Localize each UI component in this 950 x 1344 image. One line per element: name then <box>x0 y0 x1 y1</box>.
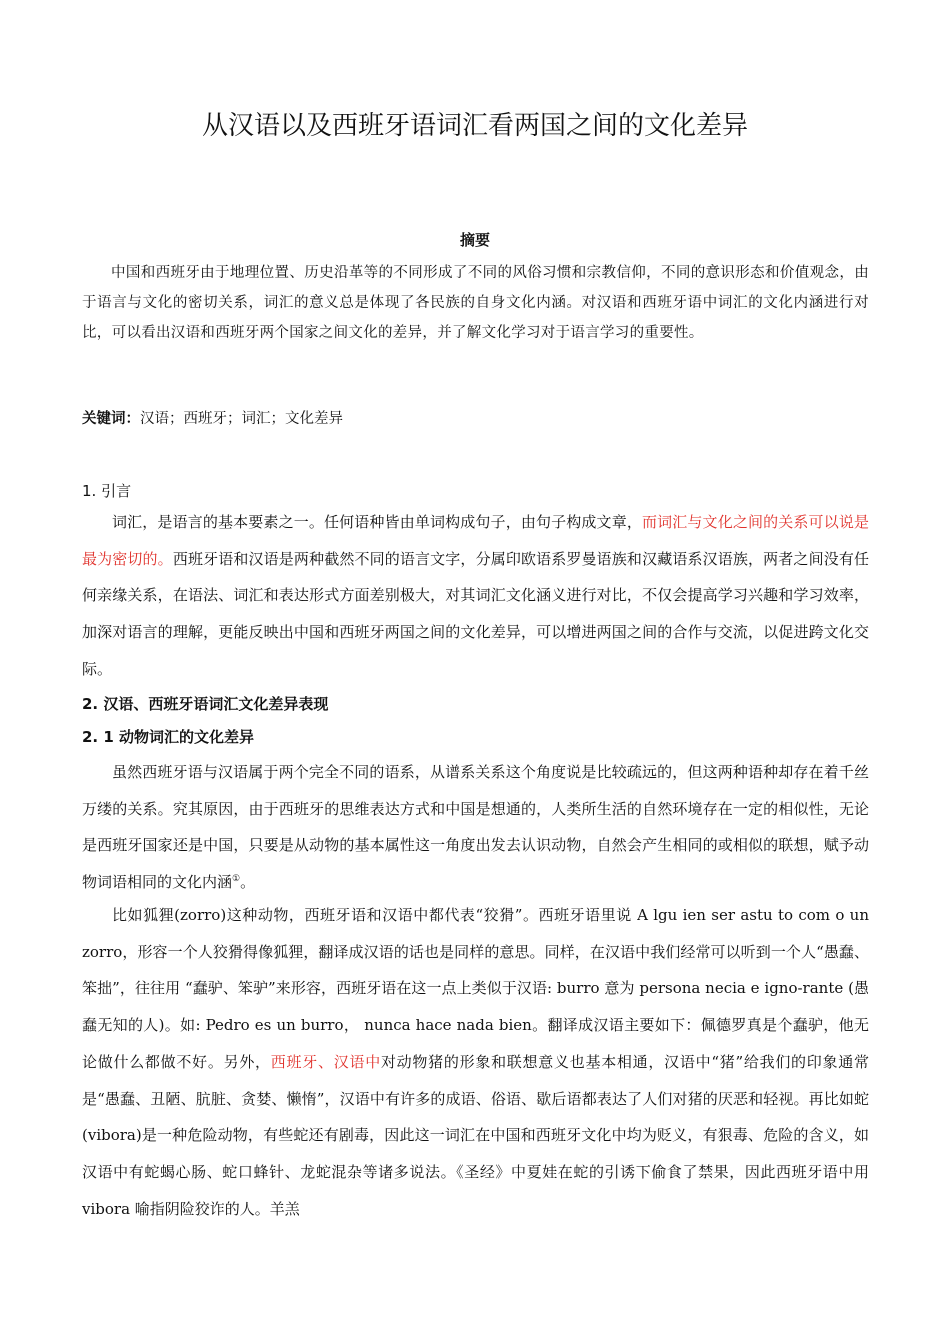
section-2-paragraph-2 <box>82 897 869 1227</box>
abstract-heading: 摘要 <box>459 231 490 249</box>
section-2-p2-highlight: 西班牙、汉语中 <box>270 1052 381 1071</box>
section-2-paragraph-1 <box>82 754 869 901</box>
section-2-heading: 2. 汉语、西班牙语词汇文化差异表现 <box>82 695 329 713</box>
section-1-text-a: 词汇，是语言的基本要素之一。任何语种皆由单词构成句子，由句子构成文章， <box>112 513 642 531</box>
section-2-p1-text: 虽然西班牙语与汉语属于两个完全不同的语系，从谱系关系这个角度说是比较疏远的，但这两种语种却存在着千丝万缕的关系。究其原因，由于西班牙的思维表达方式和中国是想通的，人类所生活的自然环境存在一定的相似性，无论是西班牙国家还是中国，只要是从动物的基本属性这一角度出发去认识动物，自然会产生相同的或相似的联想，赋予动物词语相同的文化内涵 <box>82 763 869 892</box>
section-2-p1-end: 。 <box>240 873 256 892</box>
keywords-value: 汉语；西班牙；词汇；文化差异 <box>140 411 343 427</box>
keywords-line <box>82 406 869 432</box>
section-2-p2-text-b: 对动物猪的形象和联想意义也基本相通，汉语中“猪”给我们的印象通常是“愚蠢、丑陋、肮脏、贪婪、懒惰”，汉语中有许多的成语、俗语、歇后语都表达了人们对猪的厌恶和轻视。再比如蛇(vibora)是一种危险动物，有些蛇还有剧毒，因此这一词汇在中国和西班牙文化中均为贬义，有狠毒、危险的含义，如汉语中有蛇蝎心肠、蛇口蜂针、龙蛇混杂等诸多说法。《圣经》中夏娃在蛇的引诱下偷食了禁果，因此西班牙语中用 vibora 喻指阴险狡诈的人。羊羔 <box>82 1052 869 1218</box>
section-2-p2-text-a: 比如狐狸(zorro)这种动物，西班牙语和汉语中都代表“狡猾”。西班牙语里说 A lgu ien ser astu to com o un zorro，形容一个人狡猾得像狐狸，翻译成汉语的话也是同样的意思。同样，在汉语中我们经常可以听到一个人“愚蠢、笨拙”，往往用 “蠢驴、笨驴”来形容，西班牙语在这一点上类似于汉语: burro 意为 persona necia e igno-rante (愚蠢无知的人)。如: Pedro es un burro， nunca hace nada bien。翻译成汉语主要如下：佩德罗真是个蠢驴，他无论做什么都做不好。另外， <box>82 906 869 1071</box>
footnote-marker[interactable]: ① <box>232 874 241 885</box>
section-1-highlight: 而词汇与文化之间的关系可以说是最为密切的。 <box>82 513 869 568</box>
section-1-heading: 1. 引言 <box>82 482 132 500</box>
section-2-1-heading: 2. 1 动物词汇的文化差异 <box>82 728 255 746</box>
keywords-label: 关键词： <box>82 411 140 427</box>
section-1-text-b: 西班牙语和汉语是两种截然不同的语言文字，分属印欧语系罗曼语族和汉藏语系汉语族，两者之间没有任何亲缘关系，在语法、词汇和表达形式方面差别极大，对其词汇文化涵义进行对比，不仅会提高学习兴趣和学习效率，加深对语言的理解，更能反映出中国和西班牙两国之间的文化差异，可以增进两国之间的合作与交流，以促进跨文化交际。 <box>82 549 869 678</box>
section-1-paragraph <box>82 504 869 688</box>
abstract-paragraph: 中国和西班牙由于地理位置、历史沿革等的不同形成了不同的风俗习惯和宗教信仰，不同的意识形态和价值观念，由于语言与文化的密切关系，词汇的意义总是体现了各民族的自身文化内涵。对汉语和西班牙语中词汇的文化内涵进行对比，可以看出汉语和西班牙两个国家之间文化的差异，并了解文化学习对于语言学习的重要性。 <box>82 265 869 341</box>
document-title: 从汉语以及西班牙语词汇看两国之间的文化差异 <box>201 111 748 141</box>
